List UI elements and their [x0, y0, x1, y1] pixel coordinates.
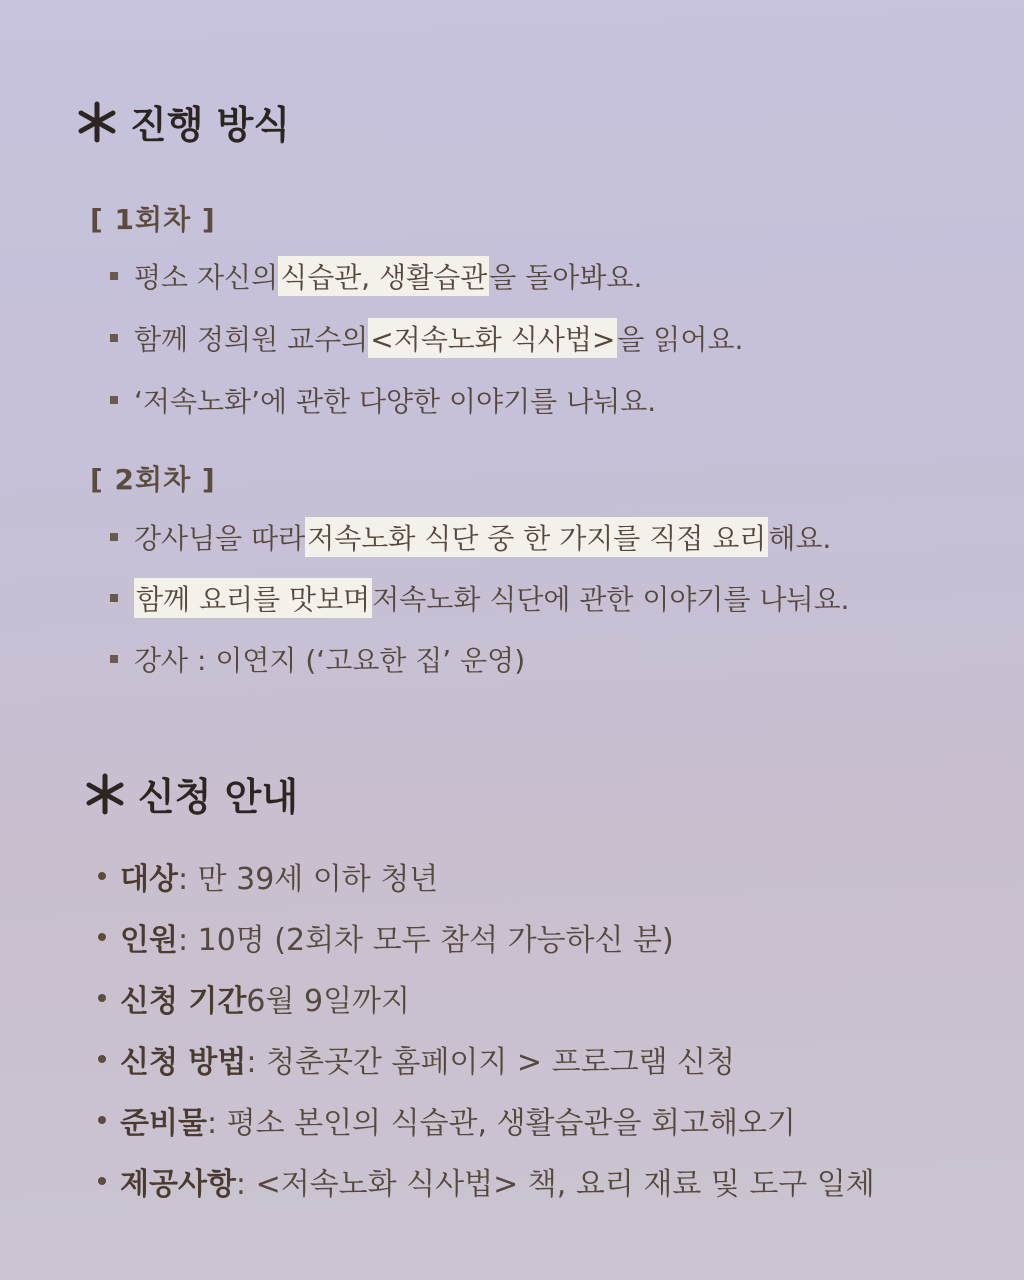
item-text: 강사 : 이연지 (‘고요한 집’ 운영): [134, 644, 526, 677]
session-2-heading: [ 2회차 ]: [90, 463, 216, 496]
asterisk-icon: [74, 99, 120, 145]
info-label: 준비물: [120, 1106, 207, 1141]
section-title-application: [82, 766, 298, 821]
item-text: 함께 정희원 교수의: [134, 323, 369, 356]
info-item-period: [98, 976, 410, 1020]
bullet-dot-icon: [98, 872, 106, 880]
list-item: [110, 578, 849, 618]
info-item-target: [98, 854, 438, 898]
info-value: : 청춘곳간 홈페이지 > 프로그램 신청: [246, 1045, 736, 1080]
item-text: 을 돌아봐요.: [489, 261, 643, 294]
list-item: [110, 256, 642, 296]
info-item-capacity: [98, 915, 674, 959]
info-item-method: [98, 1037, 735, 1081]
item-text: 강사님을 따라: [134, 522, 306, 555]
info-value: 6월 9일까지: [246, 984, 411, 1019]
highlight-text: 저속노화 식단 중 한 가지를 직접 요리: [305, 517, 768, 557]
section-title-text: 신청 안내: [138, 775, 299, 819]
item-text: 해요.: [768, 522, 832, 555]
info-value: : 10명 (2회차 모두 참석 가능하신 분): [177, 923, 674, 958]
bullet-dot-icon: [98, 933, 106, 941]
info-item-provided: [98, 1159, 875, 1203]
info-label: 인원: [120, 923, 178, 958]
info-value: : 만 39세 이하 청년: [177, 862, 439, 897]
item-text: 을 읽어요.: [617, 323, 744, 356]
highlight-text: <저속노화 식사법>: [368, 318, 617, 358]
square-bullet-icon: [110, 594, 118, 602]
square-bullet-icon: [110, 655, 118, 663]
list-item: [110, 639, 525, 679]
square-bullet-icon: [110, 396, 118, 404]
info-label: 제공사항: [120, 1167, 236, 1202]
asterisk-icon: [82, 771, 128, 817]
bullet-dot-icon: [98, 1116, 106, 1124]
item-text: 평소 자신의: [134, 261, 279, 294]
info-value: : <저속노화 식사법> 책, 요리 재료 및 도구 일체: [235, 1167, 875, 1202]
bullet-dot-icon: [98, 994, 106, 1002]
list-item: [110, 517, 831, 557]
info-value: : 평소 본인의 식습관, 생활습관을 회고해오기: [206, 1106, 796, 1141]
item-text: ‘저속노화’에 관한 다양한 이야기를 나눠요.: [134, 385, 657, 418]
bullet-dot-icon: [98, 1055, 106, 1063]
highlight-text: 식습관, 생활습관: [278, 256, 489, 296]
info-label: 대상: [120, 862, 178, 897]
info-label: 신청 기간: [120, 984, 247, 1019]
section-title-text: 진행 방식: [130, 103, 291, 147]
bullet-dot-icon: [98, 1177, 106, 1185]
session-1-heading: [ 1회차 ]: [90, 203, 216, 236]
section-title-process: [74, 94, 290, 149]
info-item-preparation: [98, 1098, 796, 1142]
list-item: [110, 380, 656, 420]
square-bullet-icon: [110, 272, 118, 280]
list-item: [110, 318, 743, 358]
info-label: 신청 방법: [120, 1045, 247, 1080]
highlight-text: 함께 요리를 맛보며: [134, 578, 372, 618]
square-bullet-icon: [110, 334, 118, 342]
square-bullet-icon: [110, 533, 118, 541]
item-text: 저속노화 식단에 관한 이야기를 나눠요.: [372, 583, 850, 616]
